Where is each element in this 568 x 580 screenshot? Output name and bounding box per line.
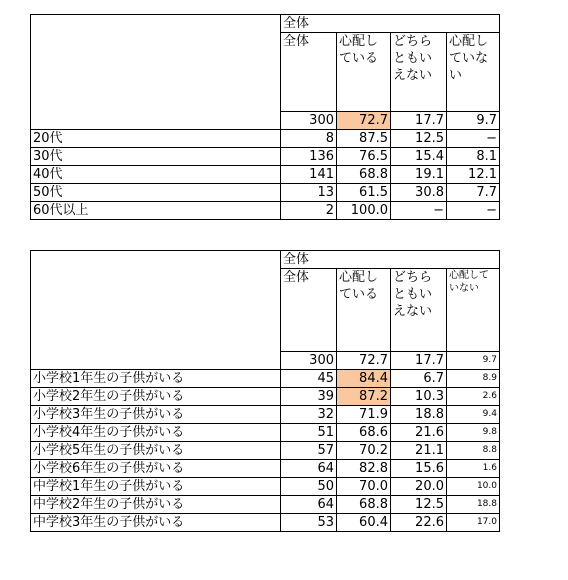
col-header-total: 全体 bbox=[281, 269, 337, 352]
table-row bbox=[31, 370, 500, 388]
group-header: 全体 bbox=[281, 251, 500, 269]
cell-worried: 84.4 bbox=[337, 370, 391, 388]
cell-neither: 21.6 bbox=[391, 424, 447, 442]
cell-not-worried: 1.6 bbox=[447, 460, 500, 478]
row-label bbox=[31, 352, 281, 370]
cell-n: 32 bbox=[281, 406, 337, 424]
row-label: 30代 bbox=[31, 148, 281, 166]
cell-not-worried: 7.7 bbox=[447, 184, 500, 202]
stub-header-cell bbox=[31, 15, 281, 112]
cell-neither: 22.6 bbox=[391, 514, 447, 532]
grade-crosstab-table bbox=[30, 250, 500, 532]
col-header-not-worried: 心配していない bbox=[447, 33, 500, 112]
cell-neither: 21.1 bbox=[391, 442, 447, 460]
cell-worried: 72.7 bbox=[337, 352, 391, 370]
age-crosstab-table bbox=[30, 14, 500, 220]
cell-worried: 71.9 bbox=[337, 406, 391, 424]
row-label bbox=[31, 112, 281, 130]
cell-neither: 12.5 bbox=[391, 496, 447, 514]
cell-not-worried: 12.1 bbox=[447, 166, 500, 184]
table-row bbox=[31, 148, 500, 166]
col-header-worried: 心配している bbox=[337, 33, 391, 112]
cell-worried: 70.0 bbox=[337, 478, 391, 496]
table-row bbox=[31, 130, 500, 148]
table-row bbox=[31, 442, 500, 460]
cell-worried: 68.6 bbox=[337, 424, 391, 442]
cell-neither: 17.7 bbox=[391, 112, 447, 130]
cell-not-worried: 9.7 bbox=[447, 352, 500, 370]
table-row bbox=[31, 388, 500, 406]
cell-worried: 87.5 bbox=[337, 130, 391, 148]
cell-n: 51 bbox=[281, 424, 337, 442]
row-label: 40代 bbox=[31, 166, 281, 184]
cell-n: 57 bbox=[281, 442, 337, 460]
table-row bbox=[31, 496, 500, 514]
row-label: 小学校5年生の子供がいる bbox=[31, 442, 281, 460]
cell-worried: 72.7 bbox=[337, 112, 391, 130]
cell-n: 39 bbox=[281, 388, 337, 406]
cell-neither: − bbox=[391, 202, 447, 220]
cell-neither: 10.3 bbox=[391, 388, 447, 406]
row-label: 中学校1年生の子供がいる bbox=[31, 478, 281, 496]
cell-not-worried: 2.6 bbox=[447, 388, 500, 406]
row-label: 小学校1年生の子供がいる bbox=[31, 370, 281, 388]
cell-neither: 15.6 bbox=[391, 460, 447, 478]
cell-worried: 87.2 bbox=[337, 388, 391, 406]
row-label: 小学校2年生の子供がいる bbox=[31, 388, 281, 406]
cell-not-worried: 9.4 bbox=[447, 406, 500, 424]
cell-not-worried: 8.8 bbox=[447, 442, 500, 460]
cell-n: 53 bbox=[281, 514, 337, 532]
table-row bbox=[31, 514, 500, 532]
total-row bbox=[31, 352, 500, 370]
cell-n: 136 bbox=[281, 148, 337, 166]
cell-n: 8 bbox=[281, 130, 337, 148]
cell-not-worried: 9.7 bbox=[447, 112, 500, 130]
cell-not-worried: 8.1 bbox=[447, 148, 500, 166]
cell-n: 2 bbox=[281, 202, 337, 220]
cell-worried: 100.0 bbox=[337, 202, 391, 220]
col-header-not-worried: 心配していない bbox=[447, 269, 500, 352]
cell-neither: 17.7 bbox=[391, 352, 447, 370]
cell-neither: 6.7 bbox=[391, 370, 447, 388]
cell-not-worried: − bbox=[447, 130, 500, 148]
cell-n: 300 bbox=[281, 352, 337, 370]
cell-not-worried: 17.0 bbox=[447, 514, 500, 532]
cell-worried: 68.8 bbox=[337, 166, 391, 184]
cell-neither: 20.0 bbox=[391, 478, 447, 496]
cell-n: 64 bbox=[281, 460, 337, 478]
cell-neither: 12.5 bbox=[391, 130, 447, 148]
cell-not-worried: 18.8 bbox=[447, 496, 500, 514]
col-header-neither: どちらともいえない bbox=[391, 269, 447, 352]
cell-worried: 68.8 bbox=[337, 496, 391, 514]
stub-header-cell bbox=[31, 251, 281, 352]
cell-neither: 15.4 bbox=[391, 148, 447, 166]
row-label: 中学校2年生の子供がいる bbox=[31, 496, 281, 514]
table-row bbox=[31, 166, 500, 184]
row-label: 小学校3年生の子供がいる bbox=[31, 406, 281, 424]
cell-worried: 60.4 bbox=[337, 514, 391, 532]
row-label: 中学校3年生の子供がいる bbox=[31, 514, 281, 532]
row-label: 20代 bbox=[31, 130, 281, 148]
cell-neither: 30.8 bbox=[391, 184, 447, 202]
col-header-neither: どちらともいえない bbox=[391, 33, 447, 112]
cell-n: 50 bbox=[281, 478, 337, 496]
total-row bbox=[31, 112, 500, 130]
table-row bbox=[31, 424, 500, 442]
cell-n: 141 bbox=[281, 166, 337, 184]
cell-not-worried: 10.0 bbox=[447, 478, 500, 496]
cell-n: 13 bbox=[281, 184, 337, 202]
cell-worried: 61.5 bbox=[337, 184, 391, 202]
table-row bbox=[31, 202, 500, 220]
row-label: 小学校6年生の子供がいる bbox=[31, 460, 281, 478]
cell-not-worried: − bbox=[447, 202, 500, 220]
cell-worried: 70.2 bbox=[337, 442, 391, 460]
cell-not-worried: 8.9 bbox=[447, 370, 500, 388]
cell-n: 64 bbox=[281, 496, 337, 514]
cell-worried: 82.8 bbox=[337, 460, 391, 478]
col-header-total: 全体 bbox=[281, 33, 337, 112]
row-label: 50代 bbox=[31, 184, 281, 202]
row-label: 小学校4年生の子供がいる bbox=[31, 424, 281, 442]
col-header-worried: 心配している bbox=[337, 269, 391, 352]
row-label: 60代以上 bbox=[31, 202, 281, 220]
table-row bbox=[31, 184, 500, 202]
group-header: 全体 bbox=[281, 15, 500, 33]
table-row bbox=[31, 406, 500, 424]
cell-not-worried: 9.8 bbox=[447, 424, 500, 442]
cell-n: 45 bbox=[281, 370, 337, 388]
table-row bbox=[31, 478, 500, 496]
cell-worried: 76.5 bbox=[337, 148, 391, 166]
table-row bbox=[31, 460, 500, 478]
cell-neither: 19.1 bbox=[391, 166, 447, 184]
cell-n: 300 bbox=[281, 112, 337, 130]
cell-neither: 18.8 bbox=[391, 406, 447, 424]
